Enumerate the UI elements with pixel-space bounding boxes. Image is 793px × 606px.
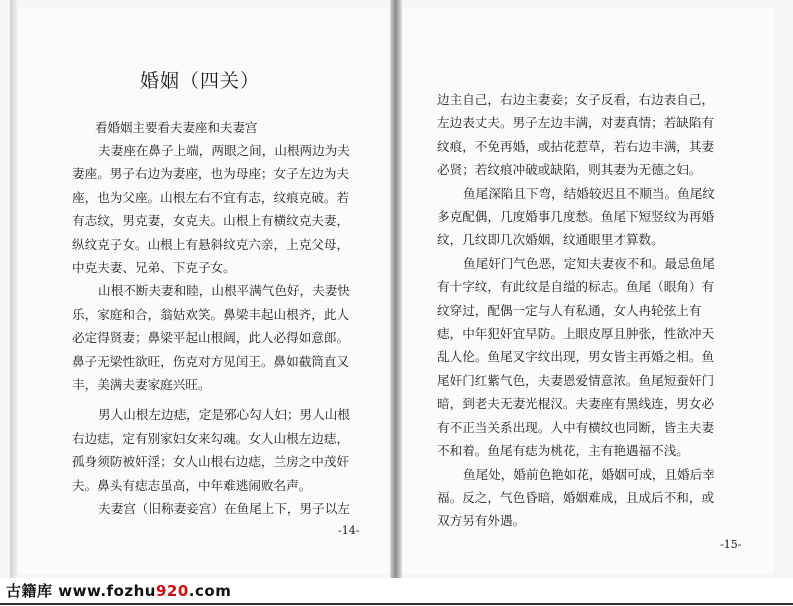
text-line: 双方另有外遇。	[437, 513, 526, 529]
text-line: 有不正当关系出现。人中有横纹也同断，皆主夫妻	[437, 419, 715, 435]
text-line: 右边痣，定有别家妇女来勾魂。女人山根左边痣，	[72, 430, 350, 446]
chapter-title: 婚姻（四关）	[140, 70, 261, 92]
text-line: 丰，美满夫妻家庭兴旺。	[72, 377, 211, 393]
text-line: 痣，中年犯奸宜早防。上眼皮厚且肿张，性欲冲天	[437, 326, 715, 342]
text-line: 纵纹克子女。山根上有悬斜纹克六亲，上克父母，	[72, 236, 350, 252]
section-subtitle: 看婚姻主要看夫妻座和夫妻宫	[95, 120, 258, 135]
text-line: 孤身须防被奸淫；女人山根右边痣，兰房之中茂奸	[72, 454, 350, 470]
text-line: 必定得贤妻；鼻梁平起山根阔，此人必得如意郎。	[72, 330, 350, 346]
text-line: 纹，几纹即几次婚姻，纹通眼里才算数。	[437, 232, 664, 248]
text-line: 左边表丈夫。男子左边丰满，对妻真情；若缺陷有	[437, 115, 715, 131]
text-line: 山根不断夫妻和睦，山根平满气色好，夫妻快	[98, 283, 350, 299]
watermark-brand: 古籍库	[6, 582, 53, 600]
text-line: 福。反之，气色昏暗，婚姻难成，且成后不和，或	[437, 489, 715, 505]
text-line: 乱人伦。鱼尾叉字纹出现，男女皆主再婚之相。鱼	[437, 349, 715, 365]
watermark-site-prefix: www.fozhu	[58, 582, 156, 600]
text-line: 鱼尾奸门气色恶，定知夫妻夜不和。最忌鱼尾	[463, 255, 715, 271]
text-line: 中克夫妻、兄弟、下克子女。	[72, 260, 236, 276]
text-line: 鼻子无梁性欲旺，伤克对方见闰王。鼻如截筒直又	[72, 353, 350, 369]
text-line: 夫妻座在鼻子上端，两眼之间，山根两边为夫	[98, 143, 350, 158]
text-line: 不和着。鱼尾有痣为桃花，主有艳遇福不浅。	[437, 443, 689, 459]
bottom-rule	[0, 603, 793, 605]
watermark-site-suffix: .com	[188, 582, 232, 600]
text-line: 有十字纹，有此纹是自缢的标志。鱼尾（眼角）有	[437, 279, 715, 295]
text-line: 必贤；若纹痕冲破或缺陷，则其妻为无德之妇。	[437, 162, 702, 178]
page-number-right: -15-	[720, 538, 742, 551]
text-line: 夫。鼻头有痣志虽高，中年难逃闹败名声。	[72, 477, 312, 493]
text-line: 边主自己，右边主妻妾；女子反看，右边表自己，	[437, 92, 715, 107]
text-line: 乐，家庭和合，翁姑欢笑。鼻梁丰起山根齐，此人	[72, 306, 350, 322]
text-line: 鱼尾深陷且下弯，结婚较迟且不顺当。鱼尾纹	[463, 185, 715, 201]
text-line: 男人山根左边痣，定是邪心勾人妇；男人山根	[98, 407, 350, 423]
text-line: 夫妻宫（旧称妻妾宫）在鱼尾上下，男子以左	[98, 501, 350, 517]
left-edge-shadow	[10, 0, 18, 578]
text-line: 纹痕，不免再婚，或拈花惹草，若右边丰满，其妻	[437, 138, 715, 154]
text-line: 尾奸门红紫气色，夫妻恩爱情意浓。鱼尾短蚕奸门	[437, 372, 715, 388]
text-line: 鱼尾处，婚前色艳如花，婚姻可成，且婚后幸	[463, 466, 715, 482]
text-line: 暗，到老夫无妻光棍汉。夫妻座有黑线连，男女必	[437, 396, 715, 412]
book-gutter	[390, 0, 402, 578]
text-line: 妻座。男子右边为妻座，也为母座；女子左边为夫	[72, 166, 350, 182]
page-number-left: -14-	[338, 524, 360, 537]
text-line: 纹穿过，配偶一定与人有私通，女人冉轮弦上有	[437, 302, 702, 318]
right-page-body	[437, 88, 715, 533]
left-page-body	[72, 139, 350, 521]
text-line: 座，也为父座。山根左右不宜有志，纹痕克破。若	[72, 189, 350, 205]
site-watermark	[6, 580, 231, 601]
text-line: 有志纹，男克妻，女克夫。山根上有横纹克夫妻，	[72, 213, 350, 229]
text-line: 多克配偶，几度婚事几度愁。鱼尾下短竖纹为再婚	[437, 209, 715, 225]
watermark-site-number: 920	[155, 582, 189, 600]
